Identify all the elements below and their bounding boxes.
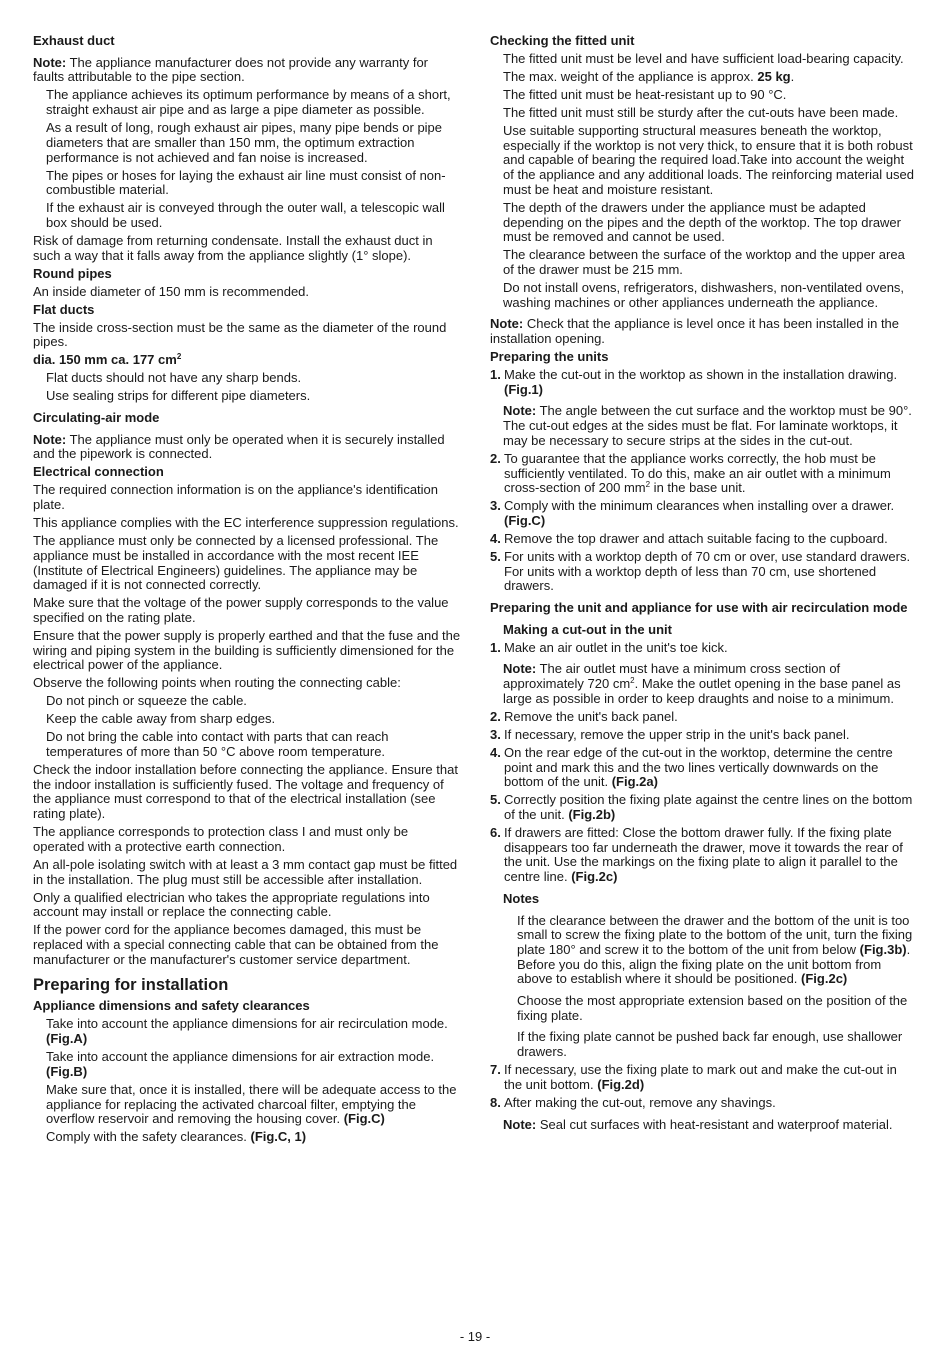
circulating-air-note: Note: The appliance must only be operated when it is securely installed and the pipework is connected.: [33, 431, 445, 462]
electrical-paragraph: If the power cord for the appliance becomes damaged, this must be replaced with a special connecting cable that can be obtained from the manufacturer or the manufacturer's customer service department.: [33, 922, 439, 967]
check-item: Use suitable supporting structural measures beneath the worktop, especially if the worktop is not very thick, to ensure that it is both robust and capable of bearing the required load.Take into account the weight of the appliance and any additional loads. The reinforcing material used must be heat and moisture resistant.: [503, 123, 914, 197]
exhaust-paragraph: The pipes or hoses for laying the exhaust air line must consist of non-combustible material.: [46, 167, 446, 198]
check-item: The depth of the drawers under the appliance must be adapted depending on the pipes and the depth of the worktop. The top drawer must be removed and cannot be used.: [503, 199, 901, 245]
flat-ducts-text: The inside cross-section must be the same as the diameter of the round pipes.: [33, 319, 447, 350]
exhaust-paragraph: As a result of long, rough exhaust air pipes, many pipe bends or pipe diameters that are smaller than 150 mm, the optimum extraction performance is not achieved and fan noise is increased.: [46, 120, 443, 165]
cutout-step: 7. If necessary, use the fixing plate to mark out and make the cut-out in the unit bottom. (Fig.2d): [490, 1062, 897, 1092]
recirculation-heading: Preparing the unit and appliance for use with air recirculation mode: [490, 600, 908, 616]
exhaust-note: Note: The appliance manufacturer does not provide any warranty for faults attributable to the pipe section.: [33, 54, 429, 85]
electrical-paragraph: Observe the following points when routing the connecting cable:: [33, 675, 401, 691]
electrical-paragraph: The appliance corresponds to protection class I and must only be operated with a protective earth connection.: [33, 824, 409, 854]
electrical-paragraph: The appliance must only be connected by a licensed professional. The appliance must be installed in accordance with the most recent IEE (Institute of Electrical Engineers) guidelines. The appliance may be damaged if it is not connected correctly.: [33, 533, 439, 593]
check-item: The max. weight of the appliance is approx. 25 kg.: [503, 69, 795, 84]
check-item: The clearance between the surface of the worktop and the upper area of the drawer must be 215 mm.: [503, 247, 905, 277]
preparing-units-heading: Preparing the units: [490, 349, 609, 365]
dimensions-item: Comply with the safety clearances. (Fig.C, 1): [46, 1129, 307, 1145]
electrical-paragraph: Only a qualified electrician who takes the appropriate regulations into account may install or replace the connecting cable.: [33, 889, 430, 920]
electrical-paragraph: Ensure that the power supply is properly earthed and that the fuse and the wiring and piping system in the building is sufficiently dimensioned for the electrical power of the appliance.: [33, 627, 461, 673]
notes-item: If the fixing plate cannot be pushed back far enough, use shallower drawers.: [517, 1029, 903, 1060]
right-column: [490, 34, 918, 1136]
cutout-step: 8. After making the cut-out, remove any shavings.: [490, 1094, 776, 1110]
cable-item: Do not pinch or squeeze the cable.: [46, 693, 247, 709]
notes-heading: Notes: [503, 890, 540, 906]
dimensions-item: Take into account the appliance dimensions for air extraction mode. (Fig.B): [46, 1049, 435, 1079]
units-step-note: Note: The angle between the cut surface and the worktop must be 90°. The cut-out edges at the sides must be flat. For laminate worktops, it may be necessary to secure strips at the sides in the cut-out.: [503, 403, 912, 448]
round-pipes-text: An inside diameter of 150 mm is recommended.: [33, 283, 310, 299]
page-number: - 19 -: [459, 1329, 491, 1344]
preparing-for-installation-heading: Preparing for installation: [33, 976, 229, 995]
units-step: 3. Comply with the minimum clearances when installing over a drawer. (Fig.C): [490, 498, 895, 528]
electrical-paragraph: The required connection information is on the appliance's identification plate.: [33, 482, 439, 513]
check-note: Note: Check that the appliance is level once it has been installed in the installation opening.: [490, 316, 900, 347]
electrical-paragraph: An all-pole isolating switch with at least a 3 mm contact gap must be fitted in the installation. The plug must still be accessible after installation.: [33, 856, 458, 887]
flat-ducts-item: Use sealing strips for different pipe diameters.: [46, 388, 311, 404]
check-item: The fitted unit must be level and have sufficient load-bearing capacity.: [503, 51, 904, 66]
check-item: Do not install ovens, refrigerators, dishwashers, non-ventilated ovens, washing machines or other appliances underneath the appliance.: [503, 279, 905, 310]
cutout-step-note: Note: Seal cut surfaces with heat-resistant and waterproof material.: [503, 1116, 893, 1132]
check-item: The fitted unit must be heat-resistant up to 90 °C.: [503, 87, 787, 102]
exhaust-paragraph: The appliance achieves its optimum performance by means of a short, straight exhaust air pipe and as large a pipe diameter as possible.: [46, 87, 451, 118]
units-step: 5. For units with a worktop depth of 70 cm or over, use standard drawers. For units with a worktop depth of less than 70 cm, use shortened drawers.: [490, 548, 911, 594]
flat-ducts-item: Flat ducts should not have any sharp bends.: [46, 370, 302, 386]
cutout-step: 4. On the rear edge of the cut-out in the worktop, determine the centre point and mark this and the two lines vertically downwards on the bottom of the unit. (Fig.2a): [490, 744, 893, 790]
cutout-step: 3. If necessary, remove the upper strip in the unit's back panel.: [490, 726, 850, 742]
notes-item: If the clearance between the drawer and the bottom of the unit is too small to screw the fixing plate to the bottom of the unit, turn the fixing plate 180° and screw it to the bottom of the unit from below (Fig.3b). Before you do this, align the fixing plate on the unit bottom from above to establish where it should be positioned. (Fig.2c): [517, 912, 913, 987]
exhaust-paragraph: If the exhaust air is conveyed through the outer wall, a telescopic wall box should be used.: [46, 200, 445, 230]
cutout-step: 5. Correctly position the fixing plate against the centre lines on the bottom of the unit. (Fig.2b): [490, 792, 913, 822]
checking-fitted-unit-heading: Checking the fitted unit: [490, 33, 635, 48]
units-step: 4. Remove the top drawer and attach suitable facing to the cupboard.: [490, 530, 888, 546]
cutout-step: 1. Make an air outlet in the unit's toe kick.: [490, 639, 728, 655]
exhaust-duct-heading: Exhaust duct: [33, 33, 115, 48]
condensate-warning: Risk of damage from returning condensate. Install the exhaust duct in such a way that it falls away from the appliance slightly (1° slope).: [33, 232, 433, 263]
cutout-heading: Making a cut-out in the unit: [503, 621, 672, 637]
round-pipes-heading: Round pipes: [33, 265, 112, 281]
dimensions-item: Take into account the appliance dimensions for air recirculation mode. (Fig.A): [46, 1016, 448, 1047]
flat-ducts-heading: Flat ducts: [33, 301, 95, 317]
dimensions-heading: Appliance dimensions and safety clearances: [33, 998, 310, 1014]
dimensions-item: Make sure that, once it is installed, there will be adequate access to the appliance for replacing the activated charcoal filter, emptying the overflow reservoir and removing the housing cover. (Fig.C): [46, 1081, 457, 1127]
check-item: The fitted unit must still be sturdy after the cut-outs have been made.: [503, 105, 899, 120]
electrical-connection-heading: Electrical connection: [33, 464, 164, 480]
electrical-paragraph: Make sure that the voltage of the power supply corresponds to the value specified on the rating plate.: [33, 595, 449, 625]
units-step: 1. Make the cut-out in the worktop as shown in the installation drawing. (Fig.1): [490, 367, 898, 397]
cutout-step: 6. If drawers are fitted: Close the bottom drawer fully. If the fixing plate disappears too far underneath the drawer, move it towards the rear of the unit. Use the markings on the fixing plate to align it parallel to the centre line. (Fig.2c): [490, 824, 903, 885]
cable-item: Do not bring the cable into contact with parts that can reach temperatures of more than 50 °C above room temperature.: [46, 729, 389, 760]
cutout-step: 2. Remove the unit's back panel.: [490, 708, 678, 724]
cutout-step-note: Note: The air outlet must have a minimum cross section of approximately 720 $cm^2$. Make the outlet opening in the base panel as large as possible in order to keep draughts and noise to a minimum.: [503, 661, 901, 706]
units-step: 2. To guarantee that the appliance works correctly, the hob must be sufficiently ventilated. To do this, make an air outlet with a minimum cross-section of 200 $mm^2$ in the base unit.: [490, 450, 891, 496]
diameter-heading: dia. 150 mm ca. 177 $cm^2$: [33, 352, 182, 368]
circulating-air-heading: Circulating-air mode: [33, 410, 160, 426]
electrical-paragraph: Check the indoor installation before connecting the appliance. Ensure that the indoor installation is sufficiently fused. The voltage and frequency of the appliance must correspond to that of the electrical installation (see rating plate).: [33, 762, 458, 822]
cable-item: Keep the cable away from sharp edges.: [46, 711, 276, 727]
notes-item: Choose the most appropriate extension based on the position of the fixing plate.: [517, 993, 908, 1023]
left-column: [33, 34, 461, 1148]
electrical-paragraph: This appliance complies with the EC interference suppression regulations.: [33, 515, 459, 531]
